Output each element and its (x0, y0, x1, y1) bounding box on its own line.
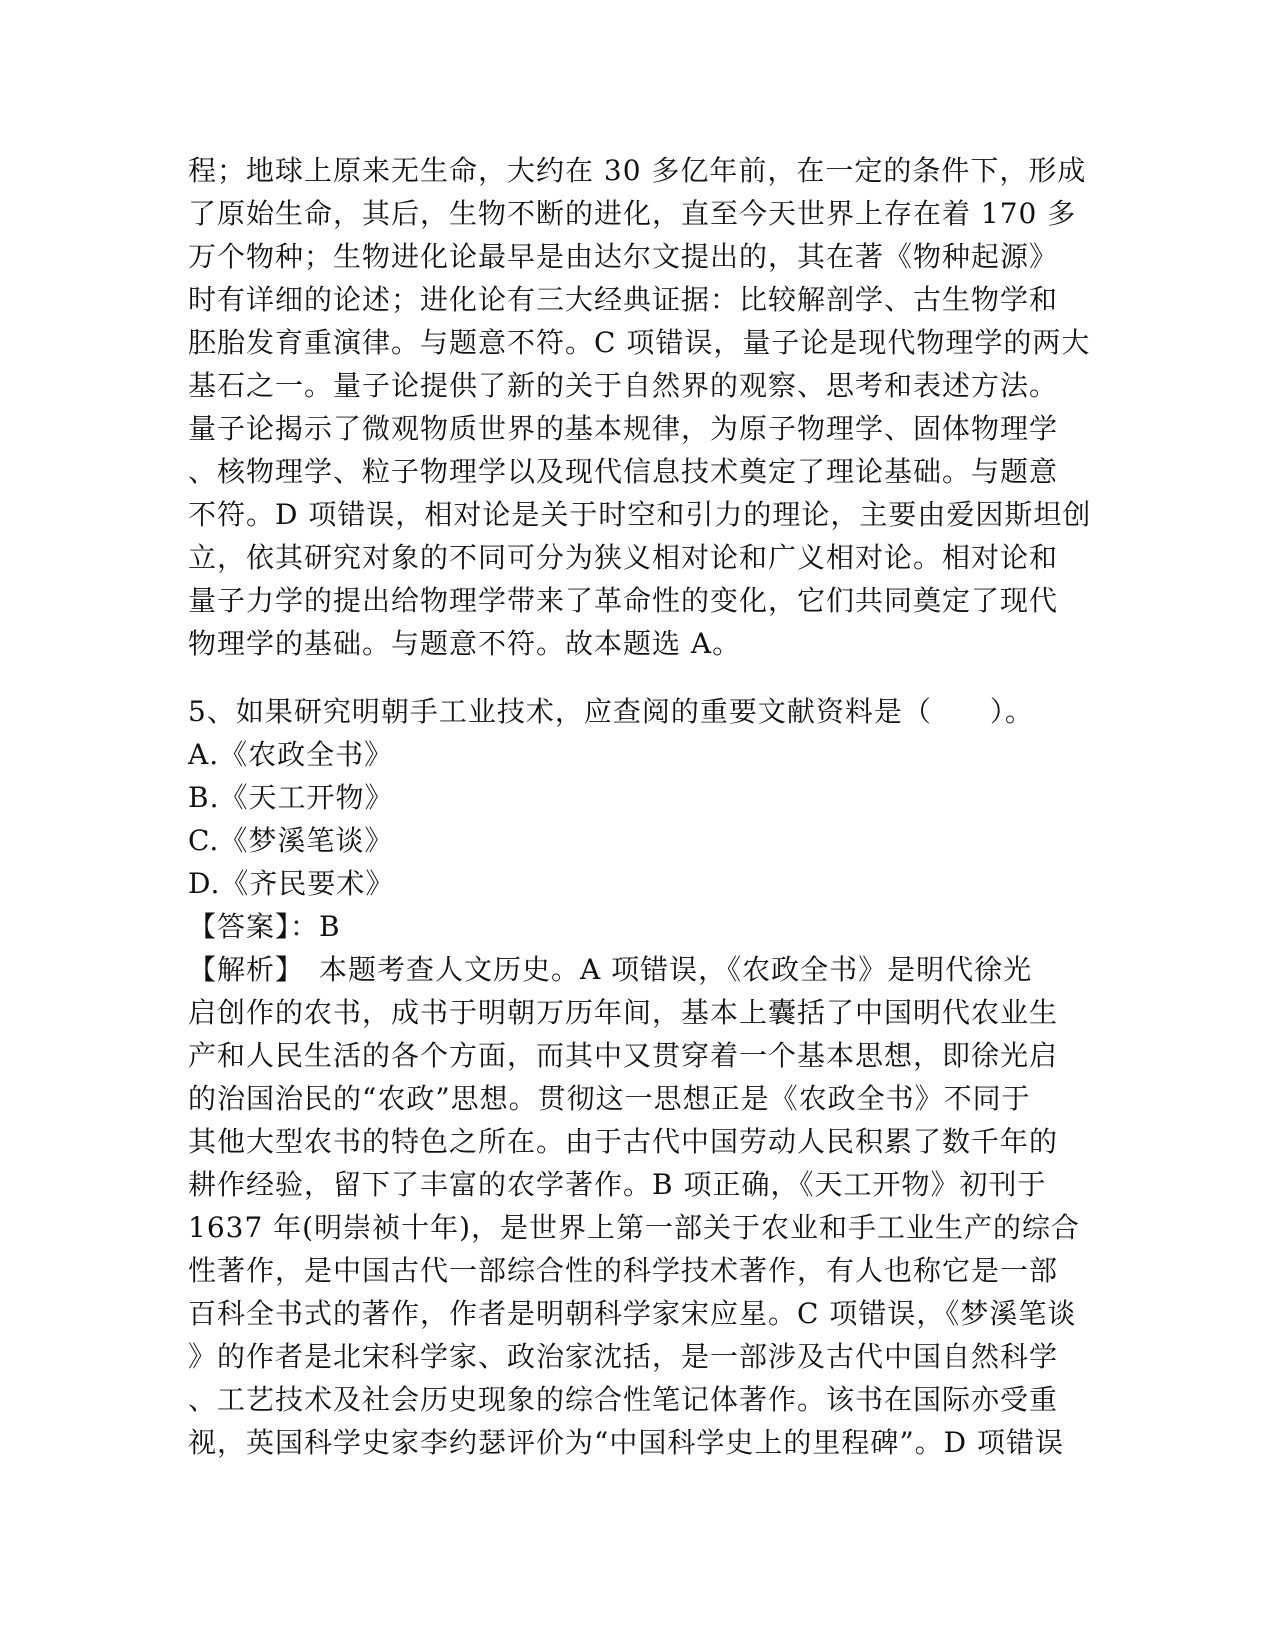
paragraph-line: 、核物理学、粒子物理学以及现代信息技术奠定了理论基础。与题意 (188, 455, 1059, 488)
answer-section (188, 905, 1088, 948)
explanation-line: 1637 年(明崇祯十年)，是世界上第一部关于农业和手工业生产的综合 (188, 1211, 1081, 1244)
explanation-line: 产和人民生活的各个方面，而其中又贯穿着一个基本思想，即徐光启 (188, 1039, 1059, 1072)
paragraph-line: 万个物种；生物进化论最早是由达尔文提出的，其在著《物种起源》 (188, 240, 1059, 273)
option-d: D.《齐民要术》 (188, 867, 395, 900)
explanation-line: 启创作的农书，成书于明朝万历年间，基本上囊括了中国明代农业生 (188, 996, 1059, 1029)
explanation-line: 》的作者是北宋科学家、政治家沈括，是一部涉及古代中国自然科学 (188, 1340, 1059, 1373)
explanation-line: 的治国治民的“农政”思想。贯彻这一思想正是《农政全书》不同于 (188, 1082, 1031, 1115)
paragraph-line: 胚胎发育重演律。与题意不符。C 项错误，量子论是现代物理学的两大 (188, 326, 1091, 359)
explanation-line: 性著作，是中国古代一部综合性的科学技术著作，有人也称它是一部 (188, 1254, 1059, 1287)
paragraph-line: 立，依其研究对象的不同可分为狭义相对论和广义相对论。相对论和 (188, 541, 1059, 574)
explanation-line: 视，英国科学史家李约瑟评价为“中国科学史上的里程碑”。D 项错误 (188, 1426, 1064, 1459)
answer-text: 【答案】：B (188, 910, 341, 943)
explanation-section (188, 948, 1088, 1464)
option-c: C.《梦溪笔谈》 (188, 824, 394, 857)
question-text: 5、如果研究明朝手工业技术，应查阅的重要文献资料是（ ）。 (188, 695, 1034, 728)
paragraph-line: 时有详细的论述；进化论有三大经典证据：比较解剖学、古生物学和 (188, 283, 1059, 316)
previous-explanation-paragraph (188, 149, 1092, 665)
option-a: A.《农政全书》 (188, 738, 394, 771)
answer-options (188, 733, 1088, 905)
question-stem (188, 690, 1088, 733)
paragraph-line: 量子论揭示了微观物质世界的基本规律，为原子物理学、固体物理学 (188, 412, 1059, 445)
paragraph-line: 量子力学的提出给物理学带来了革命性的变化，它们共同奠定了现代 (188, 584, 1059, 617)
explanation-line: 百科全书式的著作，作者是明朝科学家宋应星。C 项错误，《梦溪笔谈 (188, 1297, 1077, 1330)
option-b: B.《天工开物》 (188, 781, 394, 814)
explanation-line: 【解析】 本题考查人文历史。A 项错误，《农政全书》是明代徐光 (188, 953, 1033, 986)
explanation-line: 、工艺技术及社会历史现象的综合性笔记体著作。该书在国际亦受重 (188, 1383, 1059, 1416)
paragraph-line: 了原始生命，其后，生物不断的进化，直至今天世界上存在着 170 多 (188, 197, 1077, 230)
explanation-line: 其他大型农书的特色之所在。由于古代中国劳动人民积累了数千年的 (188, 1125, 1059, 1158)
paragraph-line: 物理学的基础。与题意不符。故本题选 A。 (188, 627, 742, 660)
paragraph-line: 程；地球上原来无生命，大约在 30 多亿年前，在一定的条件下，形成 (188, 154, 1087, 187)
paragraph-line: 不符。D 项错误，相对论是关于时空和引力的理论，主要由爱因斯坦创 (188, 498, 1092, 531)
paragraph-line: 基石之一。量子论提供了新的关于自然界的观察、思考和表述方法。 (188, 369, 1059, 402)
explanation-line: 耕作经验，留下了丰富的农学著作。B 项正确，《天工开物》初刊于 (188, 1168, 1047, 1201)
